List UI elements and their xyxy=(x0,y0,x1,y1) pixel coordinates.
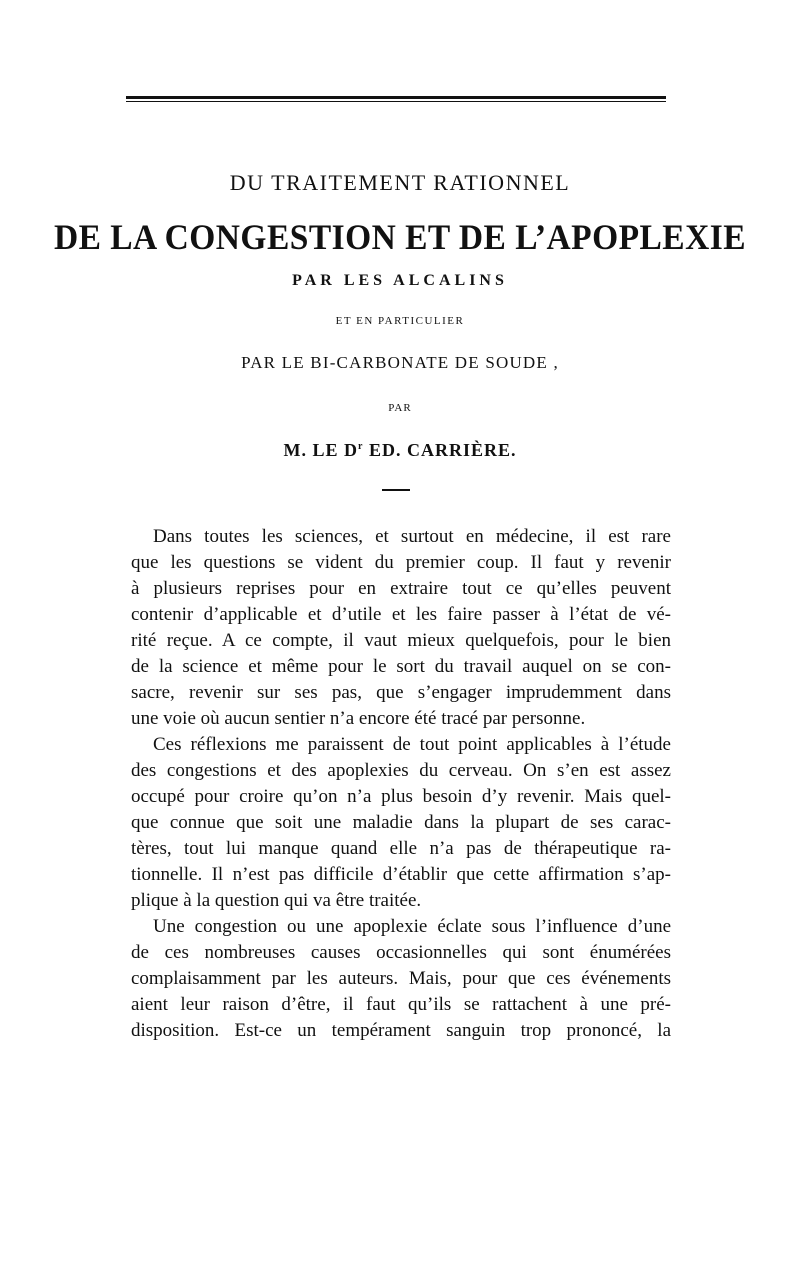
header-rule xyxy=(126,96,666,103)
text-line: plique à la question qui va être traitée. xyxy=(131,890,422,911)
title-line-1: DU TRAITEMENT RATIONNEL xyxy=(229,170,571,195)
author-line xyxy=(0,440,800,461)
text-line: tionnelle. Il n’est pas difficile d’établir que cette affirmation s’ap- xyxy=(131,864,671,885)
text-line: complaisamment par les auteurs. Mais, pour que ces événements xyxy=(131,968,671,989)
subtitle-alkalines: PAR LES ALCALINS xyxy=(292,272,508,289)
paragraph xyxy=(131,732,671,914)
text-line: des congestions et des apoplexies du cerveau. On s’en est assez xyxy=(131,760,671,781)
text-line: de la science et même pour le sort du travail auquel on se con- xyxy=(131,656,671,677)
main-title: DE LA CONGESTION ET DE L’APOPLEXIE xyxy=(53,217,747,257)
text-line: Une congestion ou une apoplexie éclate sous l’influence d’une xyxy=(153,916,671,937)
header-rule-thick xyxy=(126,96,666,99)
text-line: aient leur raison d’être, il faut qu’ils se rattachent à une pré- xyxy=(131,994,671,1015)
text-line: contenir d’applicable et d’utile et les faire passer à l’état de vé- xyxy=(131,604,671,625)
text-line: à plusieurs reprises pour en extraire tout ce qu’elles peuvent xyxy=(131,578,671,599)
author-name: ED. CARRIÈRE. xyxy=(363,440,517,460)
subtitle-particular: ET EN PARTICULIER xyxy=(335,315,465,327)
text-line: rité reçue. A ce compte, il vaut mieux quelquefois, pour le bien xyxy=(131,630,671,651)
text-line: que les questions se vident du premier coup. Il faut y revenir xyxy=(131,552,671,573)
text-line: une voie où aucun sentier n’a encore été tracé par personne. xyxy=(131,708,586,729)
author-sup: r xyxy=(358,441,364,452)
paragraph xyxy=(131,524,671,732)
subtitle-bicarbonate: PAR LE BI-CARBONATE DE SOUDE , xyxy=(241,353,559,372)
text-line: occupé pour croire qu’on n’a plus besoin d’y revenir. Mais quel- xyxy=(131,786,671,807)
text-line: que connue que soit une maladie dans la plupart de ses carac- xyxy=(131,812,671,833)
header-rule-thin xyxy=(126,101,666,102)
by-label: PAR xyxy=(388,402,412,414)
text-line: tères, tout lui manque quand elle n’a pas de thérapeutique ra- xyxy=(131,838,671,859)
text-line: Ces réflexions me paraissent de tout point applicables à l’étude xyxy=(153,734,671,755)
separator-dash xyxy=(382,489,410,491)
paragraph xyxy=(131,914,671,1044)
author-prefix: M. LE D xyxy=(283,440,358,460)
text-line: de ces nombreuses causes occasionnelles qui sont énumérées xyxy=(131,942,671,963)
text-line: disposition. Est-ce un tempérament sanguin trop prononcé, la xyxy=(131,1020,671,1041)
text-line: Dans toutes les sciences, et surtout en médecine, il est rare xyxy=(153,526,671,547)
text-line: sacre, revenir sur ses pas, que s’engager imprudemment dans xyxy=(131,682,671,703)
body-text xyxy=(131,524,671,1044)
